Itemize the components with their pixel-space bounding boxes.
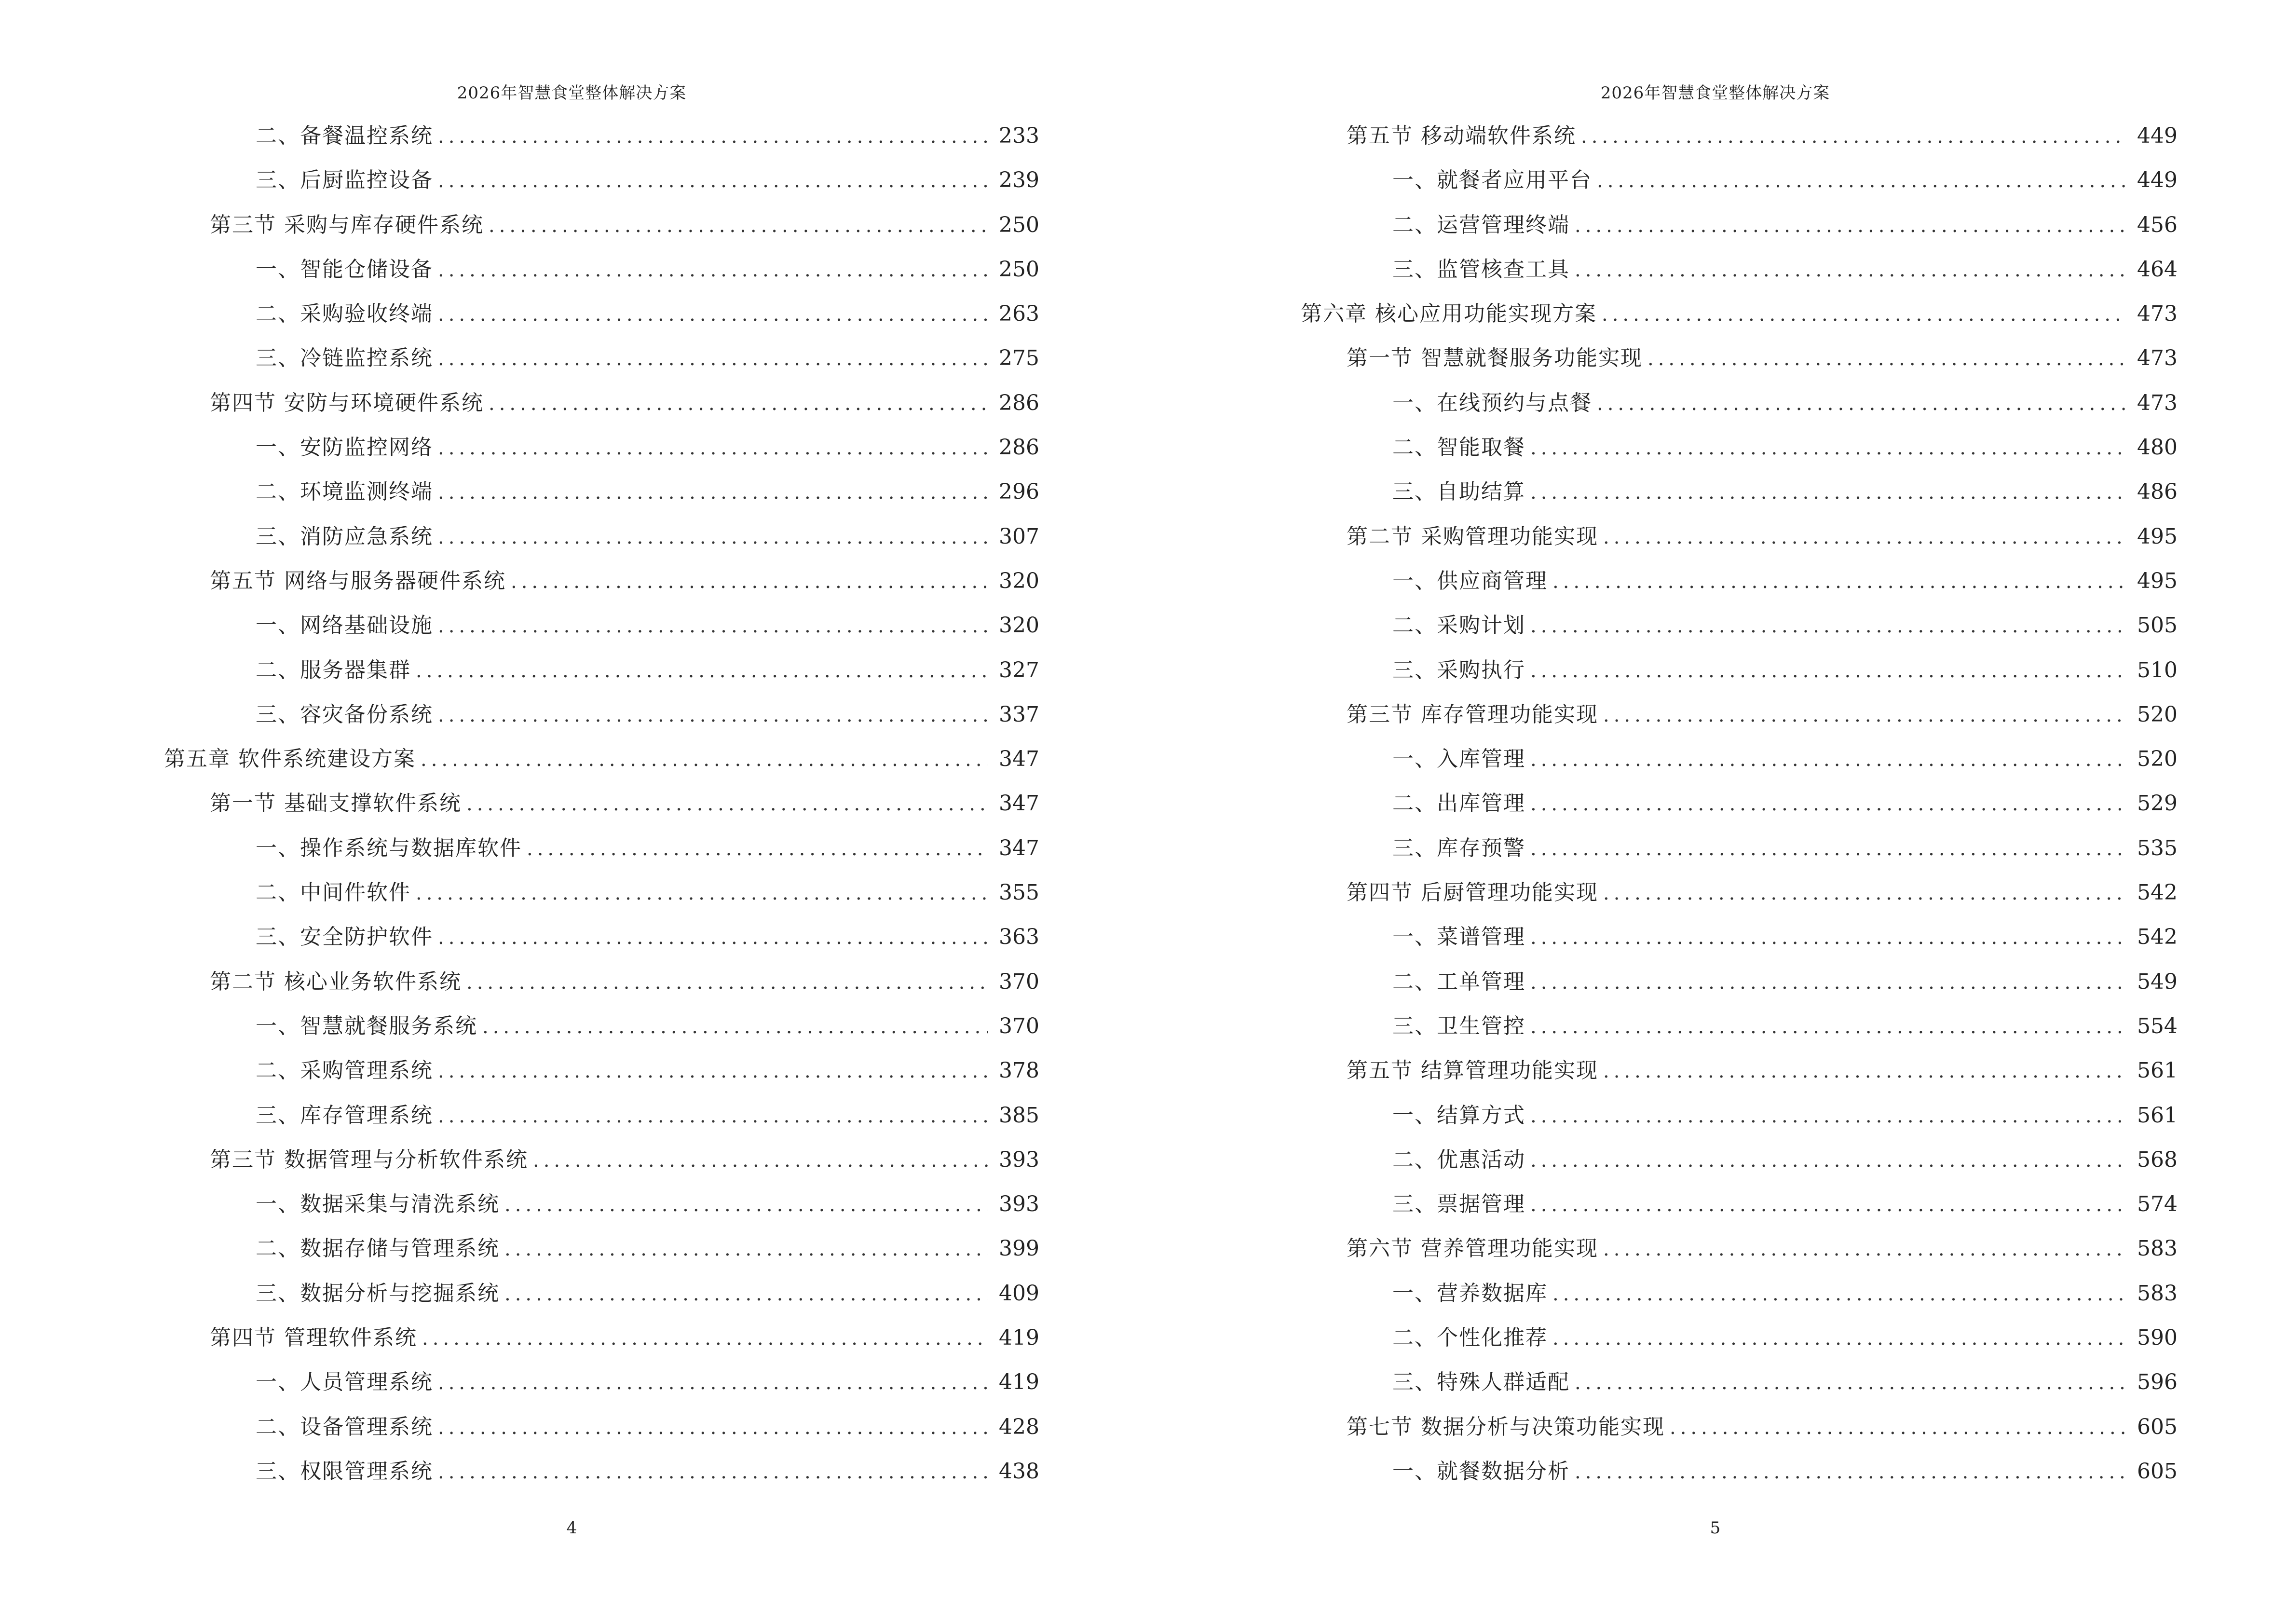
toc-entry-title: 第二节 核心业务软件系统 xyxy=(210,969,462,994)
dot-leader xyxy=(1603,515,2126,560)
page-number: 4 xyxy=(566,1518,577,1538)
toc-entry-title: 二、备餐温控系统 xyxy=(256,123,433,148)
toc-entry[interactable] xyxy=(164,114,1039,158)
toc-entry-page-number: 473 xyxy=(2137,390,2178,415)
dot-leader xyxy=(1530,1005,2126,1049)
toc-entry[interactable] xyxy=(164,1360,1039,1405)
dot-leader xyxy=(1575,248,2126,292)
toc-entry[interactable] xyxy=(164,1449,1039,1494)
toc-entry[interactable] xyxy=(164,693,1039,737)
dot-leader xyxy=(1552,1272,2126,1316)
toc-entry-page-number: 605 xyxy=(2137,1414,2178,1439)
dot-leader xyxy=(1603,693,2126,737)
toc-entry-title: 第二节 采购管理功能实现 xyxy=(1347,524,1598,549)
toc-entry-title: 第七节 数据分析与决策功能实现 xyxy=(1347,1414,1665,1439)
toc-entry-page-number: 449 xyxy=(2137,123,2178,148)
toc-entry[interactable] xyxy=(164,915,1039,959)
dot-leader xyxy=(1581,114,2126,159)
dot-leader xyxy=(438,693,988,737)
toc-entry[interactable] xyxy=(1301,1449,2178,1494)
toc-entry-page-number: 456 xyxy=(2137,212,2178,237)
toc-entry[interactable] xyxy=(1301,1405,2178,1449)
dot-leader xyxy=(466,782,988,826)
toc-entry-title: 二、采购验收终端 xyxy=(256,301,433,327)
toc-entry[interactable] xyxy=(1301,114,2178,158)
toc-entry[interactable] xyxy=(1301,1049,2178,1093)
toc-entry-title: 第一节 基础支撑软件系统 xyxy=(210,791,462,816)
dot-leader xyxy=(1575,1361,2126,1405)
dot-leader xyxy=(1530,1094,2126,1138)
toc-entry[interactable] xyxy=(1301,381,2178,425)
toc-entry-page-number: 605 xyxy=(2137,1459,2178,1484)
toc-entry-page-number: 363 xyxy=(999,925,1039,950)
toc-entry[interactable] xyxy=(1301,515,2178,559)
toc-entry[interactable] xyxy=(1301,203,2178,247)
toc-entry[interactable] xyxy=(1301,1316,2178,1360)
toc-entry[interactable] xyxy=(1301,603,2178,648)
dot-leader xyxy=(1530,426,2126,470)
toc-entry-title: 一、人员管理系统 xyxy=(256,1370,433,1395)
toc-entry-title: 一、智慧就餐服务系统 xyxy=(256,1013,477,1038)
toc-entry[interactable] xyxy=(1301,336,2178,381)
toc-entry-title: 三、冷链监控系统 xyxy=(256,346,433,371)
toc-entry-title: 第三节 库存管理功能实现 xyxy=(1347,702,1598,727)
toc-entry-title: 二、工单管理 xyxy=(1392,969,1525,994)
toc-entry-title: 第四节 安防与环境硬件系统 xyxy=(210,390,484,415)
toc-entry-title: 二、设备管理系统 xyxy=(256,1414,433,1439)
toc-entry-page-number: 250 xyxy=(999,257,1039,282)
toc-entry-page-number: 480 xyxy=(2137,435,2178,460)
toc-entry-title: 三、后厨监控设备 xyxy=(256,168,433,193)
dot-leader xyxy=(504,1183,988,1227)
toc-entry-page-number: 355 xyxy=(999,880,1039,905)
toc-entry-title: 一、就餐数据分析 xyxy=(1392,1459,1570,1484)
dot-leader xyxy=(438,1094,988,1138)
toc-entry[interactable] xyxy=(164,1182,1039,1227)
toc-entry[interactable] xyxy=(1301,781,2178,826)
toc-entry-page-number: 286 xyxy=(999,390,1039,415)
dot-leader xyxy=(1530,470,2126,515)
toc-entry-title: 三、安全防护软件 xyxy=(256,925,433,950)
toc-entry[interactable] xyxy=(164,737,1039,781)
dot-leader xyxy=(438,248,988,292)
dot-leader xyxy=(1530,915,2126,960)
toc-entry-page-number: 320 xyxy=(999,568,1039,593)
toc-entry-page-number: 337 xyxy=(999,702,1039,727)
toc-entry[interactable] xyxy=(164,648,1039,693)
toc-entry-title: 第四节 管理软件系统 xyxy=(210,1325,417,1351)
toc-entry-title: 三、权限管理系统 xyxy=(256,1459,433,1484)
toc-entry-title: 二、采购计划 xyxy=(1392,613,1525,638)
dot-leader xyxy=(1603,1227,2126,1271)
toc-entry-title: 三、监管核查工具 xyxy=(1392,257,1570,282)
dot-leader xyxy=(1602,292,2126,337)
toc-entry-title: 第六节 营养管理功能实现 xyxy=(1347,1236,1598,1261)
dot-leader xyxy=(1530,649,2126,693)
table-of-contents xyxy=(164,114,1039,1494)
toc-entry-page-number: 464 xyxy=(2137,257,2178,282)
toc-entry-title: 二、数据存储与管理系统 xyxy=(256,1236,500,1261)
toc-entry-title: 一、智能仓储设备 xyxy=(256,257,433,282)
toc-entry-page-number: 590 xyxy=(2137,1325,2178,1351)
toc-entry[interactable] xyxy=(164,1227,1039,1271)
toc-entry-page-number: 347 xyxy=(999,747,1039,772)
table-of-contents xyxy=(1301,114,2178,1494)
toc-entry-page-number: 495 xyxy=(2137,524,2178,549)
dot-leader xyxy=(504,1272,988,1316)
toc-entry-page-number: 320 xyxy=(999,613,1039,638)
toc-entry-title: 一、结算方式 xyxy=(1392,1103,1525,1128)
toc-entry-page-number: 263 xyxy=(999,301,1039,327)
toc-entry[interactable] xyxy=(164,336,1039,381)
dot-leader xyxy=(1670,1406,2126,1450)
toc-entry[interactable] xyxy=(164,1405,1039,1449)
dot-leader xyxy=(1597,159,2126,203)
toc-entry-title: 二、智能取餐 xyxy=(1392,435,1525,460)
dot-leader xyxy=(482,1005,988,1049)
toc-entry-title: 二、出库管理 xyxy=(1392,791,1525,816)
toc-entry[interactable] xyxy=(1301,559,2178,603)
running-header: 2026年智慧食堂整体解决方案 xyxy=(1600,83,1830,103)
toc-entry[interactable] xyxy=(164,1316,1039,1360)
toc-entry[interactable] xyxy=(164,515,1039,559)
dot-leader xyxy=(1552,560,2126,604)
toc-entry[interactable] xyxy=(1301,247,2178,292)
toc-entry-page-number: 233 xyxy=(999,123,1039,148)
dot-leader xyxy=(1603,871,2126,915)
toc-entry-page-number: 542 xyxy=(2137,925,2178,950)
dot-leader xyxy=(438,515,988,560)
dot-leader xyxy=(1530,960,2126,1005)
toc-entry-page-number: 510 xyxy=(2137,657,2178,682)
toc-entry-page-number: 419 xyxy=(999,1325,1039,1351)
toc-entry-title: 三、特殊人群适配 xyxy=(1392,1370,1570,1395)
toc-entry-title: 二、运营管理终端 xyxy=(1392,212,1570,237)
toc-entry-page-number: 583 xyxy=(2137,1236,2178,1261)
toc-entry[interactable] xyxy=(1301,826,2178,871)
dot-leader xyxy=(1603,1049,2126,1093)
toc-entry-page-number: 596 xyxy=(2137,1370,2178,1395)
toc-entry-title: 三、采购执行 xyxy=(1392,657,1525,682)
toc-entry-page-number: 495 xyxy=(2137,568,2178,593)
toc-entry-title: 一、操作系统与数据库软件 xyxy=(256,835,522,860)
dot-leader xyxy=(511,560,988,604)
dot-leader xyxy=(438,1406,988,1450)
toc-entry-title: 一、菜谱管理 xyxy=(1392,925,1525,950)
toc-entry[interactable] xyxy=(164,603,1039,648)
toc-entry-title: 第一节 智慧就餐服务功能实现 xyxy=(1347,346,1643,371)
toc-entry-title: 二、服务器集群 xyxy=(256,657,411,682)
toc-entry-page-number: 393 xyxy=(999,1192,1039,1217)
dot-leader xyxy=(438,159,988,203)
toc-entry[interactable] xyxy=(164,203,1039,247)
toc-entry-page-number: 520 xyxy=(2137,747,2178,772)
toc-entry-title: 三、消防应急系统 xyxy=(256,524,433,549)
toc-entry-page-number: 561 xyxy=(2137,1103,2178,1128)
dot-leader xyxy=(1647,337,2126,381)
dot-leader xyxy=(1575,204,2126,248)
dot-leader xyxy=(533,1138,988,1183)
toc-entry[interactable] xyxy=(1301,425,2178,470)
toc-entry-title: 二、个性化推荐 xyxy=(1392,1325,1548,1351)
toc-entry-page-number: 438 xyxy=(999,1459,1039,1484)
toc-entry-page-number: 505 xyxy=(2137,613,2178,638)
toc-entry-title: 三、库存管理系统 xyxy=(256,1103,433,1128)
toc-entry-title: 三、卫生管控 xyxy=(1392,1013,1525,1038)
toc-entry[interactable] xyxy=(164,470,1039,514)
toc-entry[interactable] xyxy=(164,960,1039,1004)
toc-entry-page-number: 535 xyxy=(2137,835,2178,860)
toc-entry-page-number: 370 xyxy=(999,1013,1039,1038)
toc-entry-page-number: 428 xyxy=(999,1414,1039,1439)
toc-entry-page-number: 529 xyxy=(2137,791,2178,816)
toc-entry-title: 第三节 数据管理与分析软件系统 xyxy=(210,1147,528,1172)
dot-leader xyxy=(1530,737,2126,782)
toc-entry-page-number: 574 xyxy=(2137,1192,2178,1217)
toc-entry-title: 二、环境监测终端 xyxy=(256,479,433,505)
dot-leader xyxy=(438,470,988,515)
dot-leader xyxy=(438,337,988,381)
toc-entry-page-number: 286 xyxy=(999,435,1039,460)
toc-entry-title: 一、就餐者应用平台 xyxy=(1392,168,1592,193)
toc-entry-page-number: 473 xyxy=(2137,346,2178,371)
toc-entry-page-number: 370 xyxy=(999,969,1039,994)
dot-leader xyxy=(422,1316,988,1361)
dot-leader xyxy=(1552,1316,2126,1361)
toc-entry-page-number: 399 xyxy=(999,1236,1039,1261)
toc-entry-title: 一、营养数据库 xyxy=(1392,1281,1548,1306)
toc-entry-page-number: 347 xyxy=(999,835,1039,860)
toc-entry[interactable] xyxy=(164,1138,1039,1182)
dot-leader xyxy=(1575,1450,2126,1494)
page-number: 5 xyxy=(1710,1518,1721,1538)
document-page-right xyxy=(1144,0,2287,1624)
toc-entry-page-number: 473 xyxy=(2137,301,2178,327)
toc-entry-title: 三、票据管理 xyxy=(1392,1192,1525,1217)
toc-entry[interactable] xyxy=(1301,648,2178,693)
toc-entry-page-number: 347 xyxy=(999,791,1039,816)
toc-entry[interactable] xyxy=(164,425,1039,470)
toc-entry[interactable] xyxy=(164,781,1039,826)
toc-entry[interactable] xyxy=(1301,960,2178,1004)
dot-leader xyxy=(438,1361,988,1405)
toc-entry-title: 一、安防监控网络 xyxy=(256,435,433,460)
toc-entry-page-number: 393 xyxy=(999,1147,1039,1172)
toc-entry-page-number: 419 xyxy=(999,1370,1039,1395)
toc-entry-title: 第三节 采购与库存硬件系统 xyxy=(210,212,484,237)
dot-leader xyxy=(466,960,988,1005)
toc-entry[interactable] xyxy=(1301,158,2178,203)
toc-entry-page-number: 275 xyxy=(999,346,1039,371)
dot-leader xyxy=(438,426,988,470)
dot-leader xyxy=(504,1227,988,1271)
toc-entry[interactable] xyxy=(1301,1093,2178,1138)
toc-entry[interactable] xyxy=(164,381,1039,425)
dot-leader xyxy=(527,827,988,871)
toc-entry-page-number: 561 xyxy=(2137,1058,2178,1083)
toc-entry[interactable] xyxy=(1301,1182,2178,1227)
toc-entry[interactable] xyxy=(164,871,1039,915)
toc-entry[interactable] xyxy=(1301,693,2178,737)
toc-entry-page-number: 583 xyxy=(2137,1281,2178,1306)
toc-entry-title: 第五节 网络与服务器硬件系统 xyxy=(210,568,506,593)
toc-entry[interactable] xyxy=(164,559,1039,603)
toc-entry-title: 第六章 核心应用功能实现方案 xyxy=(1301,301,1597,327)
dot-leader xyxy=(1530,1183,2126,1227)
toc-entry-page-number: 250 xyxy=(999,212,1039,237)
toc-entry-page-number: 378 xyxy=(999,1058,1039,1083)
toc-entry-page-number: 239 xyxy=(999,168,1039,193)
toc-entry[interactable] xyxy=(1301,470,2178,514)
toc-entry-page-number: 486 xyxy=(2137,479,2178,505)
toc-entry-title: 一、在线预约与点餐 xyxy=(1392,390,1592,415)
toc-entry-page-number: 542 xyxy=(2137,880,2178,905)
toc-entry-title: 第四节 后厨管理功能实现 xyxy=(1347,880,1598,905)
dot-leader xyxy=(438,1049,988,1093)
toc-entry-title: 一、供应商管理 xyxy=(1392,568,1548,593)
toc-entry-title: 一、入库管理 xyxy=(1392,747,1525,772)
toc-entry[interactable] xyxy=(164,247,1039,292)
running-header: 2026年智慧食堂整体解决方案 xyxy=(457,83,687,103)
toc-entry-page-number: 385 xyxy=(999,1103,1039,1128)
dot-leader xyxy=(489,204,988,248)
toc-entry-page-number: 554 xyxy=(2137,1013,2178,1038)
toc-entry[interactable] xyxy=(1301,292,2178,336)
toc-entry-title: 三、自助结算 xyxy=(1392,479,1525,505)
toc-entry[interactable] xyxy=(164,1049,1039,1093)
toc-entry-page-number: 449 xyxy=(2137,168,2178,193)
dot-leader xyxy=(438,604,988,648)
toc-entry[interactable] xyxy=(1301,1138,2178,1182)
toc-entry-title: 三、库存预警 xyxy=(1392,835,1525,860)
toc-entry-title: 三、容灾备份系统 xyxy=(256,702,433,727)
dot-leader xyxy=(1530,1138,2126,1183)
toc-entry[interactable] xyxy=(164,1271,1039,1316)
toc-entry[interactable] xyxy=(1301,915,2178,959)
dot-leader xyxy=(1530,782,2126,826)
dot-leader xyxy=(1597,382,2126,426)
toc-entry[interactable] xyxy=(164,1093,1039,1138)
dot-leader xyxy=(1530,604,2126,648)
toc-entry-title: 二、优惠活动 xyxy=(1392,1147,1525,1172)
toc-entry[interactable] xyxy=(1301,871,2178,915)
toc-entry[interactable] xyxy=(1301,1271,2178,1316)
toc-entry-title: 三、数据分析与挖掘系统 xyxy=(256,1281,500,1306)
dot-leader xyxy=(489,382,988,426)
toc-entry-title: 一、网络基础设施 xyxy=(256,613,433,638)
toc-entry-title: 一、数据采集与清洗系统 xyxy=(256,1192,500,1217)
toc-entry[interactable] xyxy=(164,826,1039,871)
toc-entry[interactable] xyxy=(1301,1004,2178,1049)
toc-entry-page-number: 307 xyxy=(999,524,1039,549)
toc-entry[interactable] xyxy=(164,158,1039,203)
dot-leader xyxy=(421,737,988,782)
dot-leader xyxy=(416,649,988,693)
dot-leader xyxy=(438,1450,988,1494)
toc-entry[interactable] xyxy=(164,292,1039,336)
toc-entry-title: 二、中间件软件 xyxy=(256,880,411,905)
toc-entry[interactable] xyxy=(1301,737,2178,781)
dot-leader xyxy=(438,114,988,159)
toc-entry-page-number: 520 xyxy=(2137,702,2178,727)
dot-leader xyxy=(438,915,988,960)
toc-entry[interactable] xyxy=(1301,1360,2178,1405)
toc-entry-page-number: 568 xyxy=(2137,1147,2178,1172)
toc-entry-page-number: 409 xyxy=(999,1281,1039,1306)
toc-entry-title: 二、采购管理系统 xyxy=(256,1058,433,1083)
dot-leader xyxy=(1530,827,2126,871)
toc-entry[interactable] xyxy=(1301,1227,2178,1271)
toc-entry[interactable] xyxy=(164,1004,1039,1049)
dot-leader xyxy=(438,292,988,337)
toc-entry-title: 第五章 软件系统建设方案 xyxy=(164,747,416,772)
toc-entry-page-number: 549 xyxy=(2137,969,2178,994)
dot-leader xyxy=(416,871,988,915)
toc-entry-title: 第五节 移动端软件系统 xyxy=(1347,123,1576,148)
toc-entry-page-number: 296 xyxy=(999,479,1039,505)
toc-entry-title: 第五节 结算管理功能实现 xyxy=(1347,1058,1598,1083)
toc-entry-page-number: 327 xyxy=(999,657,1039,682)
